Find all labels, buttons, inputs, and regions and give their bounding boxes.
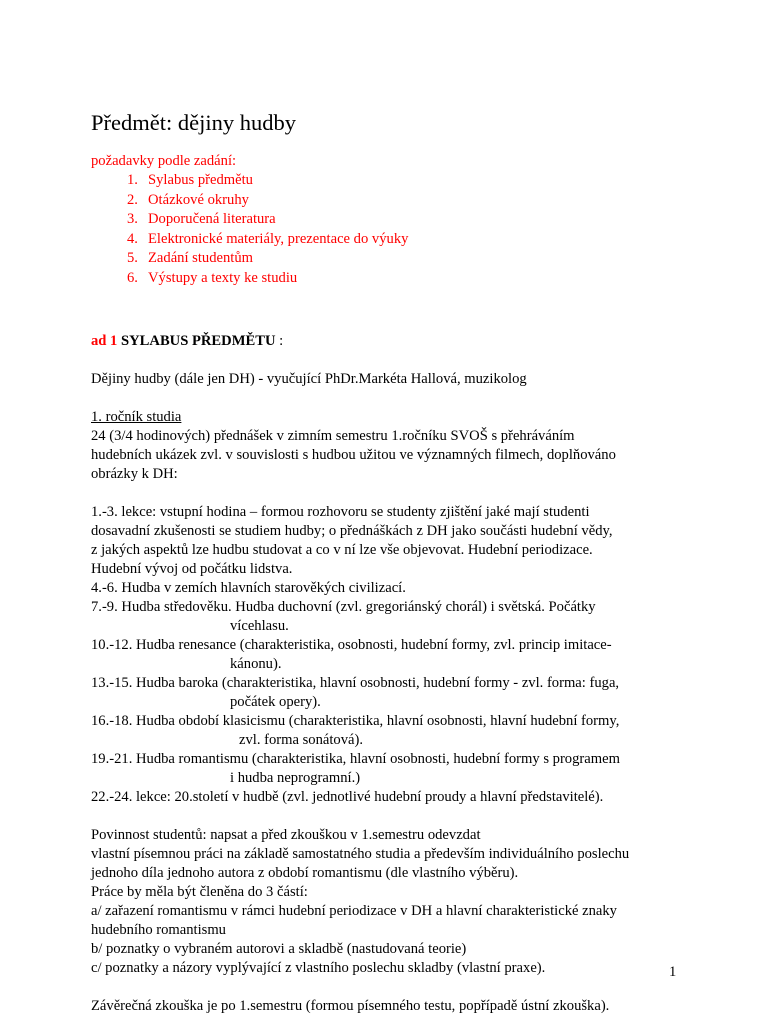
subject-line: Dějiny hudby (dále jen DH) - vyučující PhDr.Markéta Hallová, muzikolog: [91, 370, 527, 387]
duty-line: b/ poznatky o vybraném autorovi a skladbě (nastudovaná teorie): [91, 940, 467, 957]
section-heading-text: SYLABUS PŘEDMĚTU: [121, 332, 276, 349]
duty-line: c/ poznatky a názory vyplývající z vlastního poslechu skladby (vlastní praxe).: [91, 959, 546, 976]
list-item: 3. Doporučená literatura: [127, 211, 276, 228]
list-item: 6. Výstupy a texty ke studiu: [127, 269, 298, 286]
lesson-line: 7.-9. Hudba středověku. Hudba duchovní (zvl. gregoriánský chorál) i světská. Počátky: [91, 598, 596, 615]
duty-line: a/ zařazení romantismu v rámci hudební periodizace v DH a hlavní charakteristické znaky: [91, 902, 617, 919]
lesson-line: 10.-12. Hudba renesance (charakteristika, osobnosti, hudební formy, zvl. princip imitace-: [91, 636, 612, 653]
section-heading-suffix: :: [275, 332, 284, 349]
duty-line: jednoho díla jednoho autora z období romantismu (dle vlastního výběru).: [91, 864, 519, 881]
lesson-line: 19.-21. Hudba romantismu (charakteristika, hlavní osobnosti, hudební formy s programem: [91, 750, 620, 767]
lesson-continuation: zvl. forma sonátová).: [239, 731, 364, 748]
lesson-continuation: i hudba neprogramní.): [230, 769, 361, 786]
lesson-continuation: počátek opery).: [230, 693, 321, 710]
year-label: 1. ročník studia: [91, 408, 182, 425]
section-ad-label: ad 1: [91, 332, 118, 349]
lesson-line: 16.-18. Hudba období klasicismu (charakteristika, hlavní osobnosti, hlavní hudební formy,: [91, 712, 620, 729]
lesson-line: 4.-6. Hudba v zemích hlavních starověkých civilizací.: [91, 579, 406, 596]
list-item: 4. Elektronické materiály, prezentace do výuky: [127, 230, 409, 247]
year-desc-line: 24 (3/4 hodinových) přednášek v zimním semestru 1.ročníku SVOŠ s přehráváním: [91, 427, 575, 444]
list-item: 5. Zadání studentům: [127, 250, 253, 267]
duty-line: hudebního romantismu: [91, 921, 226, 938]
lesson-line: 1.-3. lekce: vstupní hodina – formou rozhovoru se studenty zjištění jaké mají studenti: [91, 503, 590, 520]
year-desc-line: obrázky k DH:: [91, 465, 178, 482]
page-number: 1: [669, 964, 677, 980]
document-content: [91, 108, 711, 1016]
list-item: 1. Sylabus předmětu: [127, 172, 253, 188]
lesson-continuation: kánonu).: [230, 655, 282, 672]
lesson-line: dosavadní zkušenosti se studiem hudby; o přednáškách z DH jako součásti hudební vědy,: [91, 522, 613, 539]
section-heading: [91, 332, 711, 351]
year-desc-line: hudebních ukázek zvl. v souvislosti s hudbou užitou ve významných filmech, doplňováno: [91, 446, 616, 463]
duty-line: vlastní písemnou práci na základě samostatného studia a především individuálního poslechu: [91, 845, 630, 862]
requirements-intro: požadavky podle zadání:: [91, 153, 237, 169]
duty-line: Povinnost studentů: napsat a před zkouškou v 1.semestru odevzdat: [91, 826, 481, 843]
lesson-line: z jakých aspektů lze hudbu studovat a co v ní lze vše objevovat. Hudební periodizace.: [91, 541, 593, 558]
list-item: 2. Otázkové okruhy: [127, 191, 249, 208]
lesson-continuation: vícehlasu.: [230, 617, 289, 634]
exam-line: Závěrečná zkouška je po 1.semestru (formou písemného testu, popřípadě ústní zkouška).: [91, 997, 610, 1014]
lesson-line: Hudební vývoj od počátku lidstva.: [91, 560, 293, 577]
requirements-list: [91, 171, 711, 289]
lesson-line: 13.-15. Hudba baroka (charakteristika, hlavní osobnosti, hudební formy - zvl. forma: fuga,: [91, 674, 620, 691]
page-title: Předmět: dějiny hudby: [91, 110, 296, 135]
duty-line: Práce by měla být členěna do 3 částí:: [91, 883, 308, 900]
lesson-line: 22.-24. lekce: 20.století v hudbě (zvl. jednotlivé hudební proudy a hlavní představitelé).: [91, 788, 604, 805]
